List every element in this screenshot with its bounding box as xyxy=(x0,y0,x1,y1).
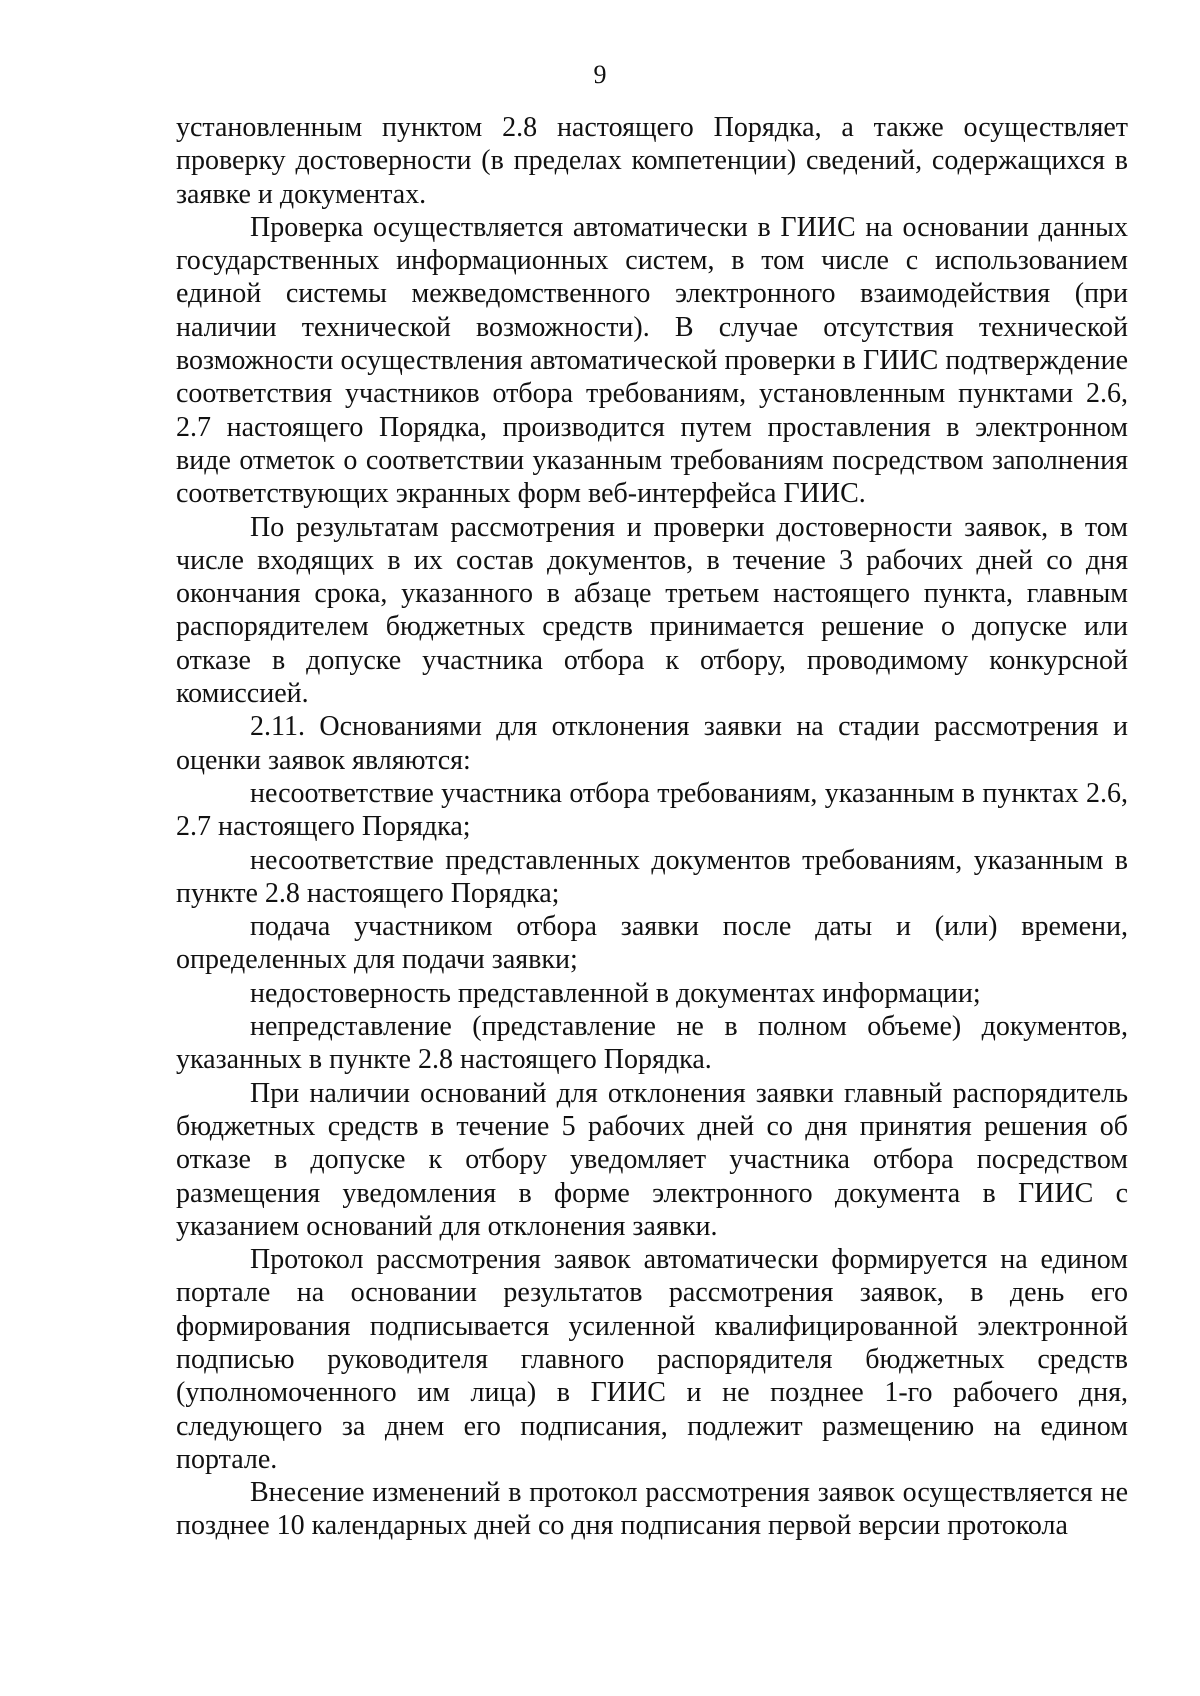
list-item-ground-2: несоответствие представленных документов требованиям, указанным в пункте 2.8 настоящего Порядка; xyxy=(176,844,1128,909)
list-item-ground-5: непредставление (представление не в полном объеме) документов, указанных в пункте 2.8 настоящего Порядка. xyxy=(176,1011,1128,1076)
paragraph-review-results: По результатам рассмотрения и проверки достоверности заявок, в том числе входящих в их состав документов, в течение 3 рабочих дней со дня окончания срока, указанного в абзаце третьем настоящего пункта, главным распорядителем бюджетных средств принимается решение о допуске или отказе в допуске участника отбора к отбору, проводимому конкурсной комиссией. xyxy=(176,511,1128,710)
paragraph-protocol-changes: Внесение изменений в протокол рассмотрения заявок осуществляется не позднее 10 календарных дней со дня подписания первой версии протокола xyxy=(176,1477,1128,1542)
list-item-ground-1: несоответствие участника отбора требованиям, указанным в пунктах 2.6, 2.7 настоящего Порядка; xyxy=(176,777,1128,843)
paragraph-automatic-check: Проверка осуществляется автоматически в ГИИС на основании данных государственных информационных систем, в том числе с использованием единой системы межведомственного электронного взаимодействия (при наличии технической возможности). В случае отсутствия технической возможности осуществления автоматической проверки в ГИИС подтверждение соответствия участников отбора требованиям, установленным пунктами 2.6, 2.7 настоящего Порядка, производится путем проставления в электронном виде отметок о соответствии указанным требованиям посредством заполнения соответствующих экранных форм веб-интерфейса ГИИС. xyxy=(176,211,1128,510)
paragraph-review-protocol: Протокол рассмотрения заявок автоматически формируется на едином портале на основании результатов рассмотрения заявок, в день его формирования подписывается усиленной квалифицированной электронной подписью руководителя главного распорядителя бюджетных средств (уполномоченного им лица) в ГИИС и не позднее 1-го рабочего дня, следующего за днем его подписания, подлежит размещению на едином портале. xyxy=(176,1244,1128,1475)
paragraph-rejection-notice: При наличии оснований для отклонения заявки главный распорядитель бюджетных средств в течение 5 рабочих дней со дня принятия решения об отказе в допуске к отбору уведомляет участника отбора посредством размещения уведомления в форме электронного документа в ГИИС с указанием оснований для отклонения заявки. xyxy=(176,1077,1128,1242)
list-item-ground-4: недостоверность представленной в документах информации; xyxy=(250,977,981,1009)
paragraph-section-2-11: 2.11. Основаниями для отклонения заявки на стадии рассмотрения и оценки заявок являются: xyxy=(176,711,1128,776)
page-number: 9 xyxy=(593,60,607,89)
paragraph-continuation: установленным пунктом 2.8 настоящего Порядка, а также осуществляет проверку достоверности (в пределах компетенции) сведений, содержащихся в заявке и документах. xyxy=(176,112,1128,210)
list-item-ground-3: подача участником отбора заявки после даты и (или) времени, определенных для подачи заявки; xyxy=(176,911,1128,976)
document-body xyxy=(176,111,1128,1543)
